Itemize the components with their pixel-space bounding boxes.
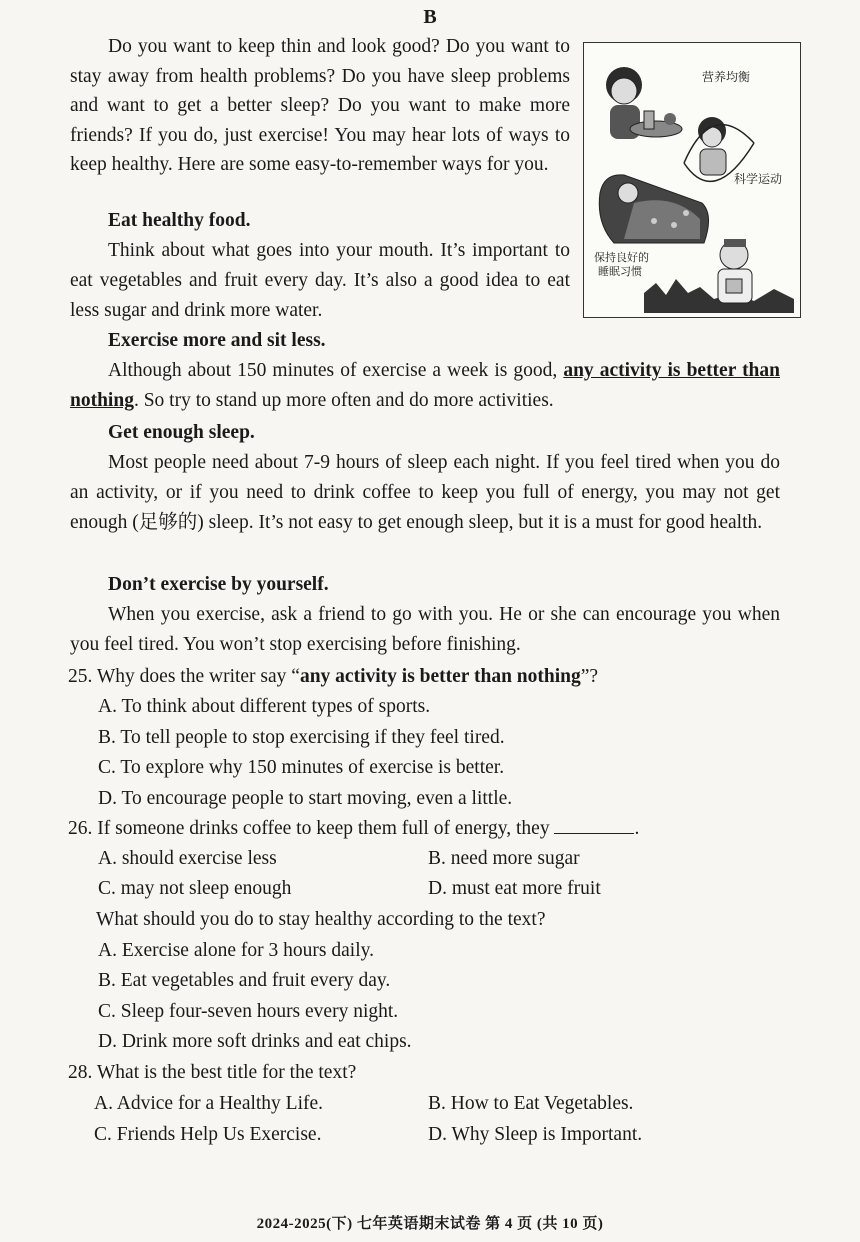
q28-option-a[interactable]: A. Advice for a Healthy Life. xyxy=(94,1093,324,1114)
q28-option-d[interactable]: D. Why Sleep is Important. xyxy=(428,1124,643,1145)
heading-exercise-more: Exercise more and sit less. xyxy=(108,330,326,351)
underlined-phrase: any activity is better than nothing xyxy=(70,360,781,411)
q27-option-b[interactable]: B. Eat vegetables and fruit every day. xyxy=(98,970,391,991)
q25-stem-start: 25. Why does the writer say “ xyxy=(68,666,300,687)
label-good-sleep-2: 睡眠习惯 xyxy=(598,265,642,278)
illustration-drawing xyxy=(584,43,800,317)
exercise-text-before: Although about 150 minutes of exercise a week is good, xyxy=(108,360,564,381)
page-footer: 2024-2025(下) 七年英语期末试卷 第 4 页 (共 10 页) xyxy=(256,1216,604,1232)
section-letter: B xyxy=(423,6,437,28)
q27-option-a[interactable]: A. Exercise alone for 3 hours daily. xyxy=(98,940,374,961)
eating-kid-figure xyxy=(606,67,682,139)
q25-stem-bold: any activity is better than nothing xyxy=(299,666,581,687)
paragraph-get-enough-sleep: Most people need about 7-9 hours of sleep each night. If you feel tired when you do an activity, or if you need to drink coffee to keep you full of energy, you may not get enough (足够的) sleep. It’s not easy to get enough sleep, but it is a must for good health. xyxy=(70,452,780,533)
heading-eat-healthy-food: Eat healthy food. xyxy=(108,210,251,231)
label-balanced-diet: 营养均衡 xyxy=(702,70,751,84)
question-28-stem: 28. What is the best title for the text? xyxy=(68,1062,357,1083)
label-good-sleep-1: 保持良好的 xyxy=(594,251,649,264)
sleeping-child-figure xyxy=(599,175,708,243)
heading-dont-exercise-alone: Don’t exercise by yourself. xyxy=(108,574,329,595)
question-27-stem: What should you do to stay healthy according to the text? xyxy=(96,909,546,930)
intro-paragraph: Do you want to keep thin and look good? Do you want to stay away from health problems? Do you have sleep problems and want to get a better sleep? Do you want to make more friends? If you do, just exercise! You may hear lots of ways to keep healthy. Here are some easy-to-remember ways for you. xyxy=(70,36,570,175)
q28-option-b[interactable]: B. How to Eat Vegetables. xyxy=(428,1093,634,1114)
q27-option-d[interactable]: D. Drink more soft drinks and eat chips. xyxy=(98,1031,412,1052)
paragraph-dont-exercise-alone: When you exercise, ask a friend to go with you. He or she can encourage you when you feel tired. You won’t stop exercising before finishing. xyxy=(70,604,780,655)
paragraph-exercise-more xyxy=(70,356,780,416)
health-illustration xyxy=(583,42,801,318)
paragraph-eat-healthy-food: Think about what goes into your mouth. It’s important to eat vegetables and fruit every day. It’s also a good idea to eat less sugar and drink more water. xyxy=(70,240,570,321)
q28-option-c[interactable]: C. Friends Help Us Exercise. xyxy=(94,1124,322,1145)
q25-option-d[interactable]: D. To encourage people to start moving, even a little. xyxy=(98,788,513,809)
q25-option-a[interactable]: A. To think about different types of sports. xyxy=(98,696,431,717)
q27-option-c[interactable]: C. Sleep four-seven hours every night. xyxy=(98,1001,399,1022)
q26-option-b[interactable]: B. need more sugar xyxy=(428,848,580,869)
q25-option-c[interactable]: C. To explore why 150 minutes of exercise is better. xyxy=(98,757,505,778)
q26-option-c[interactable]: C. may not sleep enough xyxy=(98,878,292,899)
q26-option-a[interactable]: A. should exercise less xyxy=(98,848,277,869)
q26-stem-text: 26. If someone drinks coffee to keep them full of energy, they xyxy=(68,818,550,839)
q26-option-d[interactable]: D. must eat more fruit xyxy=(428,878,601,899)
city-scene-figure xyxy=(644,239,794,313)
heading-get-enough-sleep: Get enough sleep. xyxy=(108,422,255,443)
question-26-stem xyxy=(68,814,798,844)
q25-stem-end: ”? xyxy=(580,666,599,687)
q26-stem-period: . xyxy=(634,818,640,839)
question-25-stem xyxy=(68,662,798,692)
q25-option-b[interactable]: B. To tell people to stop exercising if they feel tired. xyxy=(98,727,505,748)
answer-blank[interactable] xyxy=(554,815,634,834)
label-scientific-exercise: 科学运动 xyxy=(734,172,783,186)
exercise-text-after: . So try to stand up more often and do more activities. xyxy=(133,390,554,411)
